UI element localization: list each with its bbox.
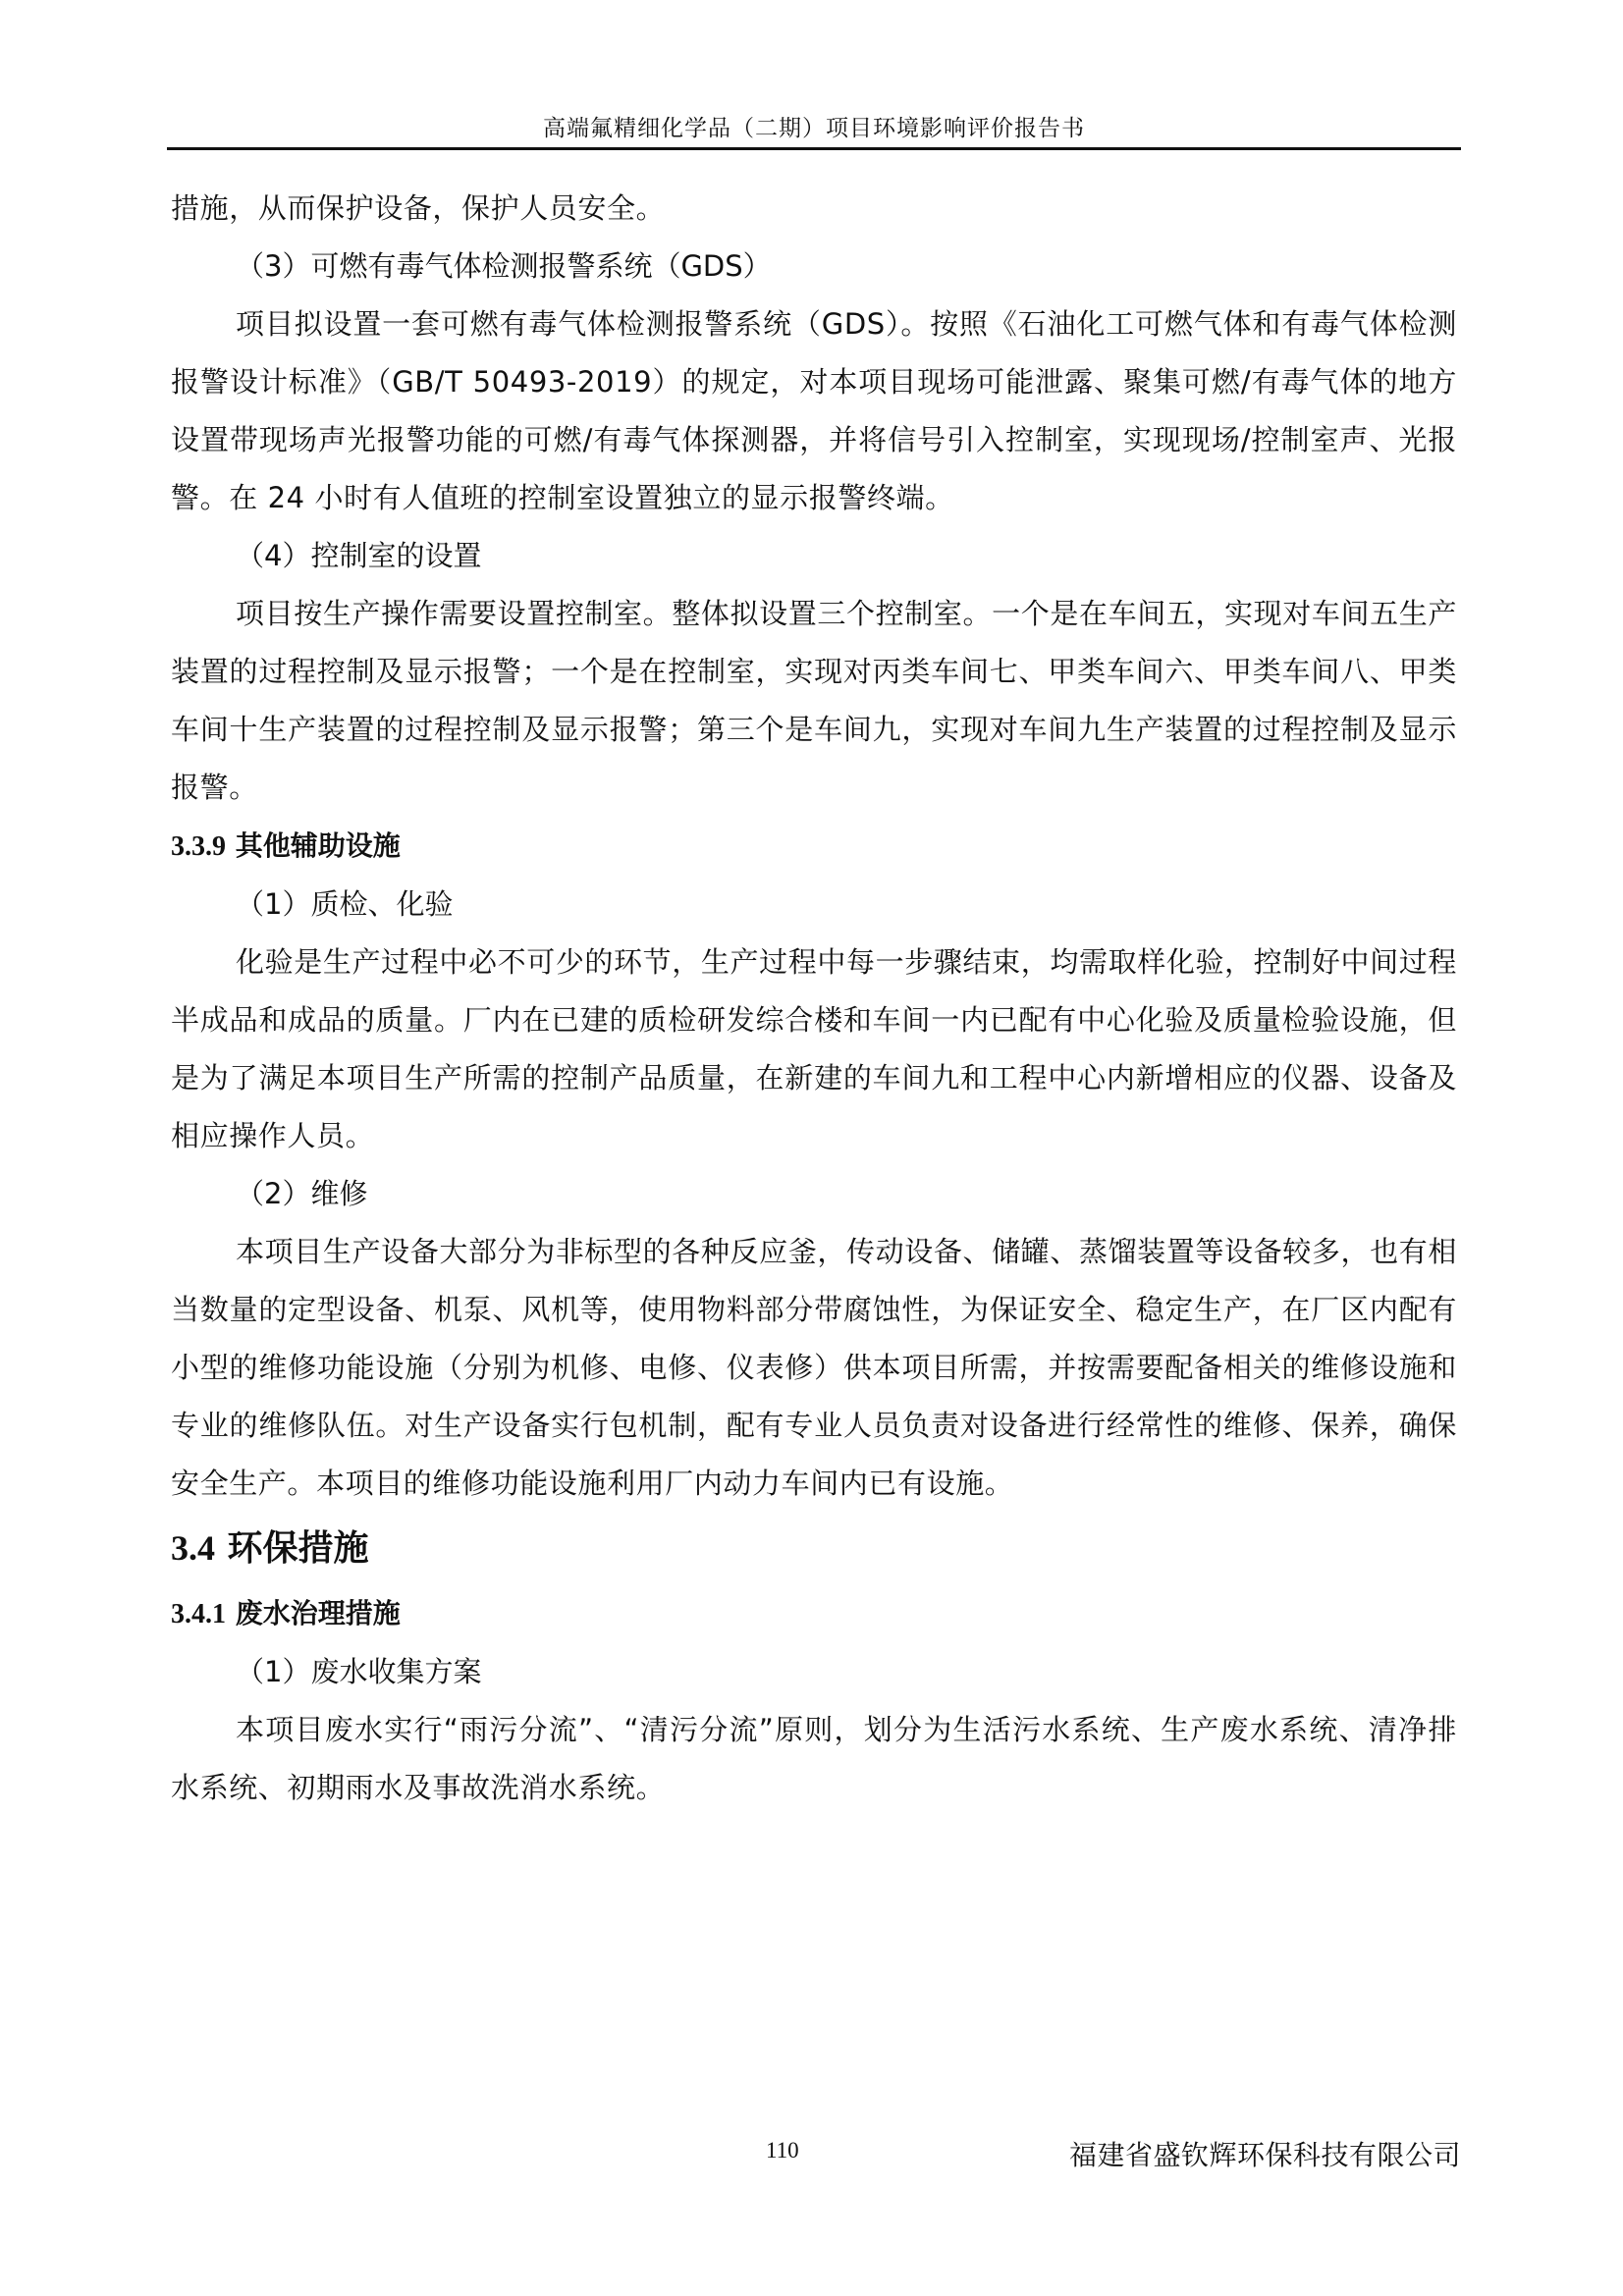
section-title: 其他辅助设施 (235, 829, 401, 862)
paragraph: 措施，从而保护设备，保护人员安全。 (171, 191, 666, 225)
section-heading (171, 1584, 1457, 1643)
section-number: 3.3.9 (171, 831, 226, 862)
body-content (171, 180, 1457, 1817)
paragraph: 化验是生产过程中必不可少的环节，生产过程中每一步骤结束，均需取样化验，控制好中间过程半成品和成品的质量。厂内在已建的质检研发综合楼和车间一内已配有中心化验及质量检验设施，但是为了满足本项目生产所需的控制产品质量，在新建的车间九和工程中心内新增相应的仪器、设备及相应操作人员。 (171, 945, 1457, 1152)
chapter-heading (171, 1513, 1457, 1584)
section-title: 废水治理措施 (235, 1597, 401, 1629)
running-header: 高端氟精细化学品（二期）项目环境影响评价报告书 (543, 116, 1085, 141)
subsection-item: （1）质检、化验 (236, 887, 454, 921)
header-divider (167, 147, 1461, 150)
paragraph: 本项目废水实行“雨污分流”、“清污分流”原则，划分为生活污水系统、生产废水系统、清净排水系统、初期雨水及事故洗消水系统。 (171, 1713, 1457, 1804)
subsection-item: （2）维修 (236, 1177, 368, 1210)
chapter-title: 环保措施 (227, 1528, 369, 1569)
subsection-item: （4）控制室的设置 (236, 539, 482, 572)
company-name: 福建省盛钦辉环保科技有限公司 (1068, 2139, 1461, 2171)
paragraph: 本项目生产设备大部分为非标型的各种反应釜，传动设备、储罐、蒸馏装置等设备较多，也有相当数量的定型设备、机泵、风机等，使用物料部分带腐蚀性，为保证安全、稳定生产，在厂区内配有小型的维修功能设施（分别为机修、电修、仪表修）供本项目所需，并按需要配备相关的维修设施和专业的维修队伍。对生产设备实行包机制，配有专业人员负责对设备进行经常性的维修、保养，确保安全生产。本项目的维修功能设施利用厂内动力车间内已有设施。 (171, 1235, 1457, 1500)
subsection-item: （3）可燃有毒气体检测报警系统（GDS） (236, 249, 772, 283)
page-number: 110 (766, 2138, 799, 2163)
paragraph: 项目拟设置一套可燃有毒气体检测报警系统（GDS）。按照《石油化工可燃气体和有毒气体检测报警设计标准》（GB/T 50493-2019）的规定，对本项目现场可能泄露、聚集可燃/有毒气体的地方设置带现场声光报警功能的可燃/有毒气体探测器，并将信号引入控制室，实现现场/控制室声、光报警。在 24 小时有人值班的控制室设置独立的显示报警终端。 (171, 307, 1457, 514)
chapter-number: 3.4 (171, 1528, 215, 1568)
paragraph: 项目按生产操作需要设置控制室。整体拟设置三个控制室。一个是在车间五，实现对车间五生产装置的过程控制及显示报警；一个是在控制室，实现对丙类车间七、甲类车间六、甲类车间八、甲类车间十生产装置的过程控制及显示报警；第三个是车间九，实现对车间九生产装置的过程控制及显示报警。 (171, 597, 1457, 804)
section-heading (171, 817, 1457, 876)
subsection-item: （1）废水收集方案 (236, 1655, 482, 1688)
section-number: 3.4.1 (171, 1599, 226, 1629)
